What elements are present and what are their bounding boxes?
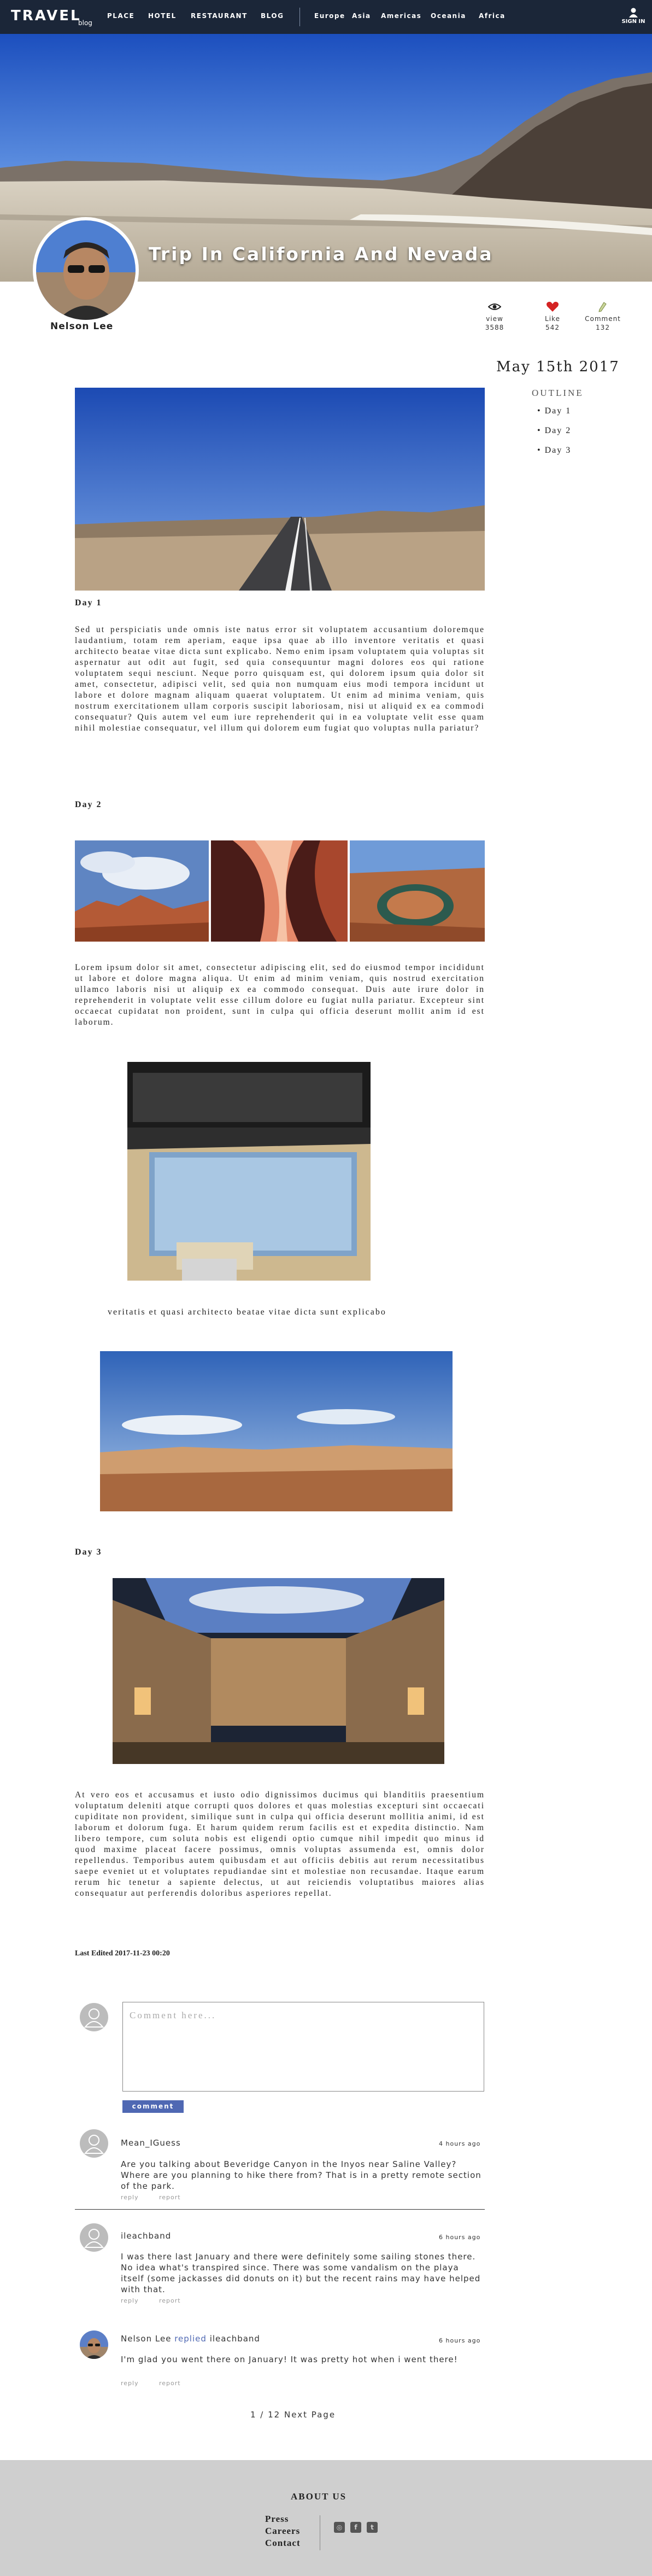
view-label: view (486, 315, 503, 323)
next-page-link[interactable]: Next Page (284, 2410, 336, 2420)
default-avatar-icon (80, 2129, 108, 2158)
twitter-icon[interactable]: t (367, 2522, 378, 2533)
user-icon (629, 8, 638, 17)
default-avatar-icon (80, 2223, 108, 2252)
photo-caption: veritatis et quasi architecto beatae vitae dicta sunt explicabo (108, 1307, 386, 1317)
nav-link-place[interactable]: PLACE (107, 12, 135, 20)
eye-icon (488, 301, 501, 312)
outline-item-label: Day 1 (544, 406, 572, 416)
top-nav (0, 0, 652, 34)
day-3-text: At vero eos et accusamus et iusto odio dignissimos ducimus qui blanditiis praesentium voluptatum deleniti atque corrupti quos dolores et quas molestias excepturi sint occaecati cupiditate non provident, similique sunt in culpa qui officia deserunt mollitia animi, id est laborum et dolorum fuga. Et harum quidem rerum facilis est et expedita distinctio. Nam libero tempore, cum soluta nobis est eligendi optio cumque nihil impedit quo minus id quod maxime placeat facere possimus, omnis voluptas assumenda est, omnis dolor repellendus. Temporibus autem quibusdam et aut officiis debitis aut rerum necessitatibus saepe eveniet ut et voluptates repudiandae sint et molestiae non recusandae. Itaque earum rerum hic tenetur a sapiente delectus, ut aut reiciendis voluptatibus maiores alias consequatur aut perferendis doloribus asperiores repellat. (75, 1790, 485, 1898)
comment-text: I was there last January and there were definitely some sailing stones there. No idea what's transpired since. There was some vandalism on the playa itself (some jackasses did donuts on it) but the recent rains may have helped with that. (121, 2252, 481, 2294)
day-2-text: Lorem ipsum dolor sit amet, consectetur adipiscing elit, sed do eiusmod tempor incididunt ut labore et dolore magna aliqua. Ut enim ad minim veniam, quis nostrud exercitation ullamco laboris nisi ut aliquip ex ea commodo consequat. Duis aute irure dolor in reprehenderit in voluptate velit esse cillum dolore eu fugiat nulla pariatur. Excepteur sint occaecat cupidatat non proident, sunt in culpa qui officia deserunt mollit anim id est laborum. (75, 963, 485, 1027)
comment-text: I'm glad you went there on January! It was pretty hot when i went there! (121, 2355, 458, 2364)
nav-link-hotel[interactable]: HOTEL (148, 12, 177, 20)
page-indicator: 1 / 12 (250, 2410, 281, 2420)
comment-username[interactable]: Mean_IGuess (121, 2138, 181, 2148)
nav-region-europe[interactable]: Europe (314, 12, 345, 20)
day2-antelope-canyon-photo (211, 840, 348, 942)
report-link[interactable]: report (159, 2194, 181, 2201)
footer-link-careers[interactable]: Careers (265, 2526, 301, 2536)
comment-text: Are you talking about Beveridge Canyon in the Inyos near Saline Valley? Where are you planning to hike there from? That is in a pretty remote section of the park. (121, 2159, 481, 2191)
venetian-photo (113, 1578, 444, 1764)
comment-label: Comment (585, 315, 621, 323)
submit-comment-button[interactable]: comment (122, 2100, 184, 2113)
comment-stat[interactable] (578, 301, 627, 332)
facebook-icon[interactable]: f (350, 2522, 361, 2533)
nav-link-blog[interactable]: BLOG (261, 12, 284, 20)
sign-in-label: SIGN IN (621, 19, 645, 25)
like-label: Like (545, 315, 560, 323)
comment-time: 4 hours ago (439, 2140, 481, 2147)
nav-region-africa[interactable]: Africa (479, 12, 506, 20)
nav-region-americas[interactable]: Americas (381, 12, 422, 20)
post-date: May 15th 2017 (496, 359, 620, 375)
footer-link-contact[interactable]: Contact (265, 2538, 301, 2548)
site-logo[interactable]: TRAVEL (11, 8, 81, 24)
outline-title: OUTLINE (532, 388, 584, 398)
default-avatar-icon (80, 2003, 108, 2031)
comment-time: 6 hours ago (439, 2337, 481, 2344)
outline-item-label: Day 3 (544, 446, 572, 455)
site-logo-sub: blog (78, 19, 92, 27)
author-avatar[interactable] (33, 217, 139, 323)
last-edited: Last Edited 2017-11-23 00:20 (75, 1949, 170, 1958)
view-count: 3588 (485, 324, 504, 331)
footer (0, 2460, 652, 2576)
commenter-avatar[interactable] (80, 2223, 108, 2252)
nav-divider (299, 8, 300, 26)
nav-region-asia[interactable]: Asia (352, 12, 371, 20)
nav-link-restaurant[interactable]: RESTAURANT (191, 12, 248, 20)
replied-to-link[interactable]: ileachband (209, 2334, 260, 2344)
author-name[interactable]: Nelson Lee (50, 321, 114, 332)
pen-icon (596, 301, 609, 312)
footer-link-press[interactable]: Press (265, 2514, 289, 2524)
day-1-text: Sed ut perspiciatis unde omnis iste natus error sit voluptatem accusantium doloremque laudantium, totam rem aperiam, eaque ipsa quae ab illo inventore veritatis et quasi architecto beatae vitae dicta sunt explicabo. Nemo enim ipsam voluptatem quia voluptas sit aspernatur aut odit aut fugit, sed quia consequuntur magni dolores eos qui ratione voluptatem sequi nesciunt. Neque porro quisquam est, qui dolorem ipsum quia dolor sit amet, consectetur, adipisci velit, sed quia non numquam eius modi tempora incidunt ut labore et dolore magnam aliquam quaerat voluptatem. Ut enim ad minima veniam, quis nostrum exercitationem ullam corporis suscipit laboriosam, nisi ut aliquid ex ea commodi consequatur? Quis autem vel eum iure reprehenderit qui in ea voluptate velit esse quam nihil molestiae consequatur, vel illum qui dolorem eum fugiat quo voluptas nulla pariatur? (75, 625, 485, 733)
report-link[interactable]: report (159, 2380, 181, 2387)
reply-link[interactable]: reply (121, 2380, 139, 2387)
nav-region-oceania[interactable]: Oceania (431, 12, 466, 20)
replied-label: replied (174, 2334, 207, 2344)
outline-item-label: Day 2 (544, 426, 572, 435)
pagination (250, 2410, 336, 2420)
comment-author-link[interactable]: Nelson Lee (121, 2334, 172, 2344)
day2-canyon-photo (75, 840, 209, 942)
water-bottles-photo (127, 1062, 371, 1281)
footer-about-title: ABOUT US (291, 2491, 347, 2502)
current-user-avatar (80, 2003, 108, 2031)
day2-horseshoe-bend-photo (350, 840, 485, 942)
view-stat (470, 301, 519, 332)
heart-icon (546, 301, 559, 312)
outline-item-day-3[interactable]: • Day 3 (537, 446, 572, 455)
sign-in-button[interactable] (617, 8, 650, 25)
comment-count: 132 (596, 324, 610, 331)
instagram-icon[interactable]: ◎ (334, 2522, 345, 2533)
outline-item-day-2[interactable]: • Day 2 (537, 426, 572, 435)
like-count: 542 (545, 324, 560, 331)
day1-road-photo (75, 388, 485, 591)
outline-item-day-1[interactable]: • Day 1 (537, 406, 572, 416)
comment-divider (75, 2209, 485, 2210)
like-button[interactable] (528, 301, 577, 332)
day-2-heading: Day 2 (75, 800, 102, 809)
reply-link[interactable]: reply (121, 2297, 139, 2304)
trip-title: Trip In California And Nevada (149, 243, 494, 265)
report-link[interactable]: report (159, 2297, 181, 2304)
day-1-heading: Day 1 (75, 598, 102, 608)
comment-input[interactable]: Comment here... (122, 2002, 484, 2092)
commenter-avatar[interactable] (80, 2129, 108, 2158)
day-3-heading: Day 3 (75, 1547, 102, 1557)
commenter-avatar[interactable] (80, 2330, 108, 2359)
reply-link[interactable]: reply (121, 2194, 139, 2201)
comment-username (121, 2334, 260, 2344)
comment-username[interactable]: ileachband (121, 2231, 172, 2241)
desert-plain-photo (100, 1351, 453, 1511)
comment-time: 6 hours ago (439, 2234, 481, 2241)
